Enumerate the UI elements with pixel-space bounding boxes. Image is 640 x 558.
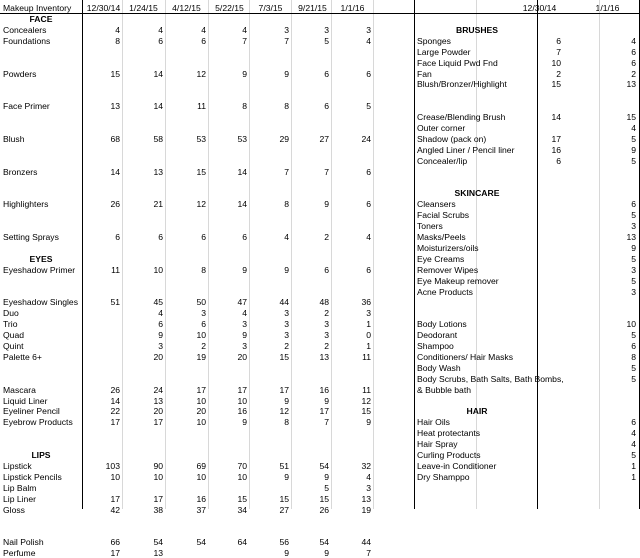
cell-value: 6 <box>115 232 120 242</box>
cell-value: 5 <box>324 36 329 46</box>
cell-value: 9 <box>284 472 289 482</box>
cell-value: 16 <box>319 385 329 395</box>
cell-value: 6 <box>631 199 636 209</box>
cell-value: 9 <box>324 548 329 558</box>
cell-value: 20 <box>153 352 163 362</box>
cell-value: 9 <box>324 199 329 209</box>
cell-value: 5 <box>631 330 636 340</box>
cell-value: 3 <box>284 330 289 340</box>
cell-value: 12 <box>196 199 206 209</box>
section-heading: FACE <box>29 14 53 24</box>
row-label: Large Powder <box>417 47 471 57</box>
row-label: Toners <box>417 221 443 231</box>
cell-value: 32 <box>361 461 371 471</box>
cell-value: 15 <box>551 79 561 89</box>
cell-value: 9 <box>242 265 247 275</box>
row-label: Liquid Liner <box>3 396 48 406</box>
row-label: Angled Liner / Pencil liner <box>417 145 515 155</box>
cell-value: 14 <box>153 69 163 79</box>
cell-value: 69 <box>196 461 206 471</box>
cell-value: 6 <box>366 199 371 209</box>
cell-value: 12 <box>279 406 289 416</box>
cell-value: 14 <box>237 199 247 209</box>
cell-value: 1 <box>631 461 636 471</box>
grid-line <box>599 0 600 509</box>
row-label: Powders <box>3 69 37 79</box>
cell-value: 13 <box>626 232 636 242</box>
cell-value: 15 <box>319 494 329 504</box>
cell-value: 10 <box>237 396 247 406</box>
row-label: Heat protectants <box>417 428 481 438</box>
cell-value: 7 <box>324 167 329 177</box>
cell-value: 3 <box>201 308 206 318</box>
header-date: 1/24/15 <box>129 3 158 13</box>
row-label: Gloss <box>3 505 25 515</box>
cell-value: 9 <box>284 396 289 406</box>
cell-value: 13 <box>153 396 163 406</box>
cell-value: 15 <box>196 167 206 177</box>
cell-value: 14 <box>551 112 561 122</box>
row-label: Eye Makeup remover <box>417 276 499 286</box>
header-date: 7/3/15 <box>258 3 283 13</box>
cell-value: 6 <box>631 47 636 57</box>
cell-value: 3 <box>366 25 371 35</box>
cell-value: 6 <box>366 265 371 275</box>
cell-value: 17 <box>319 406 329 416</box>
cell-value: 15 <box>237 494 247 504</box>
cell-value: 17 <box>110 494 120 504</box>
section-heading: LIPS <box>31 450 51 460</box>
cell-value: 3 <box>631 287 636 297</box>
cell-value: 1 <box>366 319 371 329</box>
cell-value: 2 <box>556 69 561 79</box>
column-border <box>82 0 83 509</box>
cell-value: 7 <box>284 167 289 177</box>
row-label: Body Lotions <box>417 319 467 329</box>
row-label: Body Scrubs, Bath Salts, Bath Bombs, <box>417 374 564 384</box>
cell-value: 42 <box>110 505 120 515</box>
row-label: Eye Creams <box>417 254 465 264</box>
cell-value: 11 <box>362 385 371 395</box>
cell-value: 9 <box>242 417 247 427</box>
row-label: Leave-in Conditioner <box>417 461 497 471</box>
section-heading: SKINCARE <box>454 188 500 198</box>
cell-value: 3 <box>158 341 163 351</box>
cell-value: 14 <box>110 167 120 177</box>
cell-value: 5 <box>631 363 636 373</box>
row-label: Moisturizers/oils <box>417 243 479 253</box>
cell-value: 10 <box>110 472 120 482</box>
cell-value: 3 <box>284 25 289 35</box>
grid-line <box>165 0 166 509</box>
cell-value: 16 <box>196 494 206 504</box>
cell-value: 29 <box>279 134 289 144</box>
row-label: Lip Liner <box>3 494 36 504</box>
cell-value: 7 <box>556 47 561 57</box>
cell-value: 2 <box>631 69 636 79</box>
cell-value: 47 <box>237 297 247 307</box>
cell-value: 8 <box>631 352 636 362</box>
cell-value: 4 <box>631 36 636 46</box>
cell-value: 1 <box>366 341 371 351</box>
cell-value: 24 <box>361 134 371 144</box>
cell-value: 5 <box>631 276 636 286</box>
cell-value: 6 <box>158 232 163 242</box>
cell-value: 13 <box>153 548 163 558</box>
cell-value: 7 <box>366 548 371 558</box>
header-date: 9/21/15 <box>298 3 327 13</box>
cell-value: 4 <box>242 25 247 35</box>
cell-value: 56 <box>279 537 289 547</box>
row-label: Mascara <box>3 385 36 395</box>
header-date: 12/30/14 <box>86 3 121 13</box>
cell-value: 6 <box>631 341 636 351</box>
cell-value: 19 <box>361 505 371 515</box>
cell-value: 10 <box>196 330 206 340</box>
cell-value: 8 <box>284 101 289 111</box>
section-heading: HAIR <box>466 406 488 416</box>
cell-value: 4 <box>115 25 120 35</box>
row-label: Trio <box>3 319 18 329</box>
cell-value: 8 <box>115 36 120 46</box>
column-border <box>414 0 415 509</box>
cell-value: 13 <box>361 494 371 504</box>
cell-value: 7 <box>284 36 289 46</box>
row-label: Perfume <box>3 548 36 558</box>
cell-value: 5 <box>631 374 636 384</box>
cell-value: 3 <box>324 330 329 340</box>
cell-value: 3 <box>631 221 636 231</box>
cell-value: 9 <box>324 472 329 482</box>
cell-value: 8 <box>242 101 247 111</box>
cell-value: 16 <box>551 145 561 155</box>
cell-value: 36 <box>361 297 371 307</box>
row-label: Concealer/lip <box>417 156 468 166</box>
row-label: Highlighters <box>3 199 49 209</box>
cell-value: 14 <box>237 167 247 177</box>
cell-value: 22 <box>110 406 120 416</box>
grid-line <box>291 0 292 509</box>
cell-value: 6 <box>201 36 206 46</box>
cell-value: 6 <box>631 58 636 68</box>
cell-value: 3 <box>366 483 371 493</box>
cell-value: 17 <box>110 417 120 427</box>
cell-value: 34 <box>237 505 247 515</box>
cell-value: 9 <box>242 69 247 79</box>
row-label: Dry Shamppo <box>417 472 470 482</box>
cell-value: 14 <box>110 396 120 406</box>
cell-value: 9 <box>324 396 329 406</box>
cell-value: 17 <box>153 494 163 504</box>
row-label: Shampoo <box>417 341 454 351</box>
cell-value: 11 <box>362 352 371 362</box>
row-label: Palette 6+ <box>3 352 42 362</box>
cell-value: 6 <box>324 69 329 79</box>
cell-value: 9 <box>284 69 289 79</box>
cell-value: 26 <box>110 385 120 395</box>
grid-line <box>331 0 332 509</box>
cell-value: 48 <box>319 297 329 307</box>
cell-value: 10 <box>196 417 206 427</box>
cell-value: 9 <box>631 243 636 253</box>
cell-value: 2 <box>324 341 329 351</box>
cell-value: 10 <box>153 265 163 275</box>
cell-value: 5 <box>366 101 371 111</box>
cell-value: 44 <box>279 297 289 307</box>
row-label: Conditioners/ Hair Masks <box>417 352 513 362</box>
row-label: Shadow (pack on) <box>417 134 487 144</box>
cell-value: 3 <box>324 25 329 35</box>
cell-value: 54 <box>319 537 329 547</box>
cell-value: 5 <box>631 134 636 144</box>
row-label: Outer corner <box>417 123 466 133</box>
cell-value: 14 <box>153 101 163 111</box>
row-label: Blush <box>3 134 25 144</box>
cell-value: 4 <box>158 308 163 318</box>
cell-value: 54 <box>196 537 206 547</box>
cell-value: 6 <box>158 319 163 329</box>
cell-value: 3 <box>242 319 247 329</box>
header-date: 1/1/16 <box>340 3 365 13</box>
grid-line <box>122 0 123 509</box>
cell-value: 38 <box>153 505 163 515</box>
cell-value: 17 <box>153 417 163 427</box>
cell-value: 17 <box>279 385 289 395</box>
grid-line <box>249 0 250 509</box>
row-label: Foundations <box>3 36 51 46</box>
cell-value: 3 <box>284 308 289 318</box>
cell-value: 6 <box>556 36 561 46</box>
cell-value: 3 <box>324 319 329 329</box>
cell-value: 6 <box>201 232 206 242</box>
cell-value: 2 <box>324 308 329 318</box>
cell-value: 9 <box>366 417 371 427</box>
row-label: Remover Wipes <box>417 265 479 275</box>
row-label: Face Liquid Pwd Fnd <box>417 58 498 68</box>
cell-value: 103 <box>105 461 120 471</box>
row-label: Quint <box>3 341 24 351</box>
cell-value: 6 <box>556 156 561 166</box>
cell-value: 4 <box>366 472 371 482</box>
row-label: Body Wash <box>417 363 461 373</box>
cell-value: 21 <box>153 199 163 209</box>
cell-value: 50 <box>196 297 206 307</box>
cell-value: 26 <box>110 199 120 209</box>
cell-value: 15 <box>626 112 636 122</box>
cell-value: 27 <box>319 134 329 144</box>
grid-line <box>208 0 209 509</box>
row-label: Hair Oils <box>417 417 450 427</box>
cell-value: 4 <box>631 439 636 449</box>
row-label: Facial Scrubs <box>417 210 470 220</box>
cell-value: 12 <box>361 396 371 406</box>
cell-value: 4 <box>631 428 636 438</box>
cell-value: 3 <box>284 319 289 329</box>
cell-value: 10 <box>551 58 561 68</box>
cell-value: 16 <box>237 406 247 416</box>
cell-value: 17 <box>196 385 206 395</box>
cell-value: 6 <box>366 167 371 177</box>
cell-value: 10 <box>196 472 206 482</box>
row-label: & Bubble bath <box>417 385 471 395</box>
cell-value: 3 <box>631 265 636 275</box>
row-label: Nail Polish <box>3 537 44 547</box>
row-label: Cleansers <box>417 199 456 209</box>
cell-value: 90 <box>153 461 163 471</box>
cell-value: 5 <box>631 254 636 264</box>
row-label: Quad <box>3 330 25 340</box>
section-heading: BRUSHES <box>455 25 499 35</box>
cell-value: 20 <box>153 406 163 416</box>
cell-value: 15 <box>279 494 289 504</box>
cell-value: 51 <box>279 461 289 471</box>
cell-value: 9 <box>284 548 289 558</box>
cell-value: 54 <box>319 461 329 471</box>
row-label: Acne Products <box>417 287 473 297</box>
row-label: Curling Products <box>417 450 481 460</box>
section-heading: EYES <box>29 254 53 264</box>
cell-value: 5 <box>631 156 636 166</box>
cell-value: 11 <box>111 265 120 275</box>
row-label: Lip Balm <box>3 483 37 493</box>
cell-value: 24 <box>153 385 163 395</box>
cell-value: 5 <box>324 483 329 493</box>
cell-value: 1 <box>631 472 636 482</box>
cell-value: 8 <box>201 265 206 275</box>
row-label: Eyebrow Products <box>3 417 73 427</box>
cell-value: 9 <box>242 330 247 340</box>
cell-value: 51 <box>110 297 120 307</box>
cell-value: 9 <box>158 330 163 340</box>
cell-value: 10 <box>196 396 206 406</box>
cell-value: 6 <box>631 417 636 427</box>
cell-value: 13 <box>319 352 329 362</box>
cell-value: 27 <box>279 505 289 515</box>
cell-value: 10 <box>153 472 163 482</box>
header-date: 1/1/16 <box>595 3 620 13</box>
cell-value: 53 <box>237 134 247 144</box>
cell-value: 70 <box>237 461 247 471</box>
row-label: Face Primer <box>3 101 50 111</box>
row-label: Duo <box>3 308 19 318</box>
cell-value: 15 <box>279 352 289 362</box>
cell-value: 13 <box>153 167 163 177</box>
cell-value: 10 <box>626 319 636 329</box>
cell-value: 4 <box>242 308 247 318</box>
cell-value: 13 <box>626 79 636 89</box>
cell-value: 54 <box>153 537 163 547</box>
cell-value: 58 <box>153 134 163 144</box>
row-label: Deodorant <box>417 330 458 340</box>
row-label: Crease/Blending Brush <box>417 112 506 122</box>
sheet-title: Makeup Inventory <box>3 3 72 13</box>
cell-value: 8 <box>284 199 289 209</box>
row-label: Blush/Bronzer/Highlight <box>417 79 507 89</box>
cell-value: 0 <box>366 330 371 340</box>
cell-value: 6 <box>324 265 329 275</box>
cell-value: 17 <box>110 548 120 558</box>
cell-value: 53 <box>196 134 206 144</box>
cell-value: 68 <box>110 134 120 144</box>
cell-value: 20 <box>237 352 247 362</box>
row-label: Concealers <box>3 25 47 35</box>
row-label: Fan <box>417 69 432 79</box>
cell-value: 17 <box>237 385 247 395</box>
cell-value: 15 <box>110 69 120 79</box>
cell-value: 3 <box>366 308 371 318</box>
row-label: Eyeliner Pencil <box>3 406 60 416</box>
header-border <box>0 13 640 14</box>
row-label: Sponges <box>417 36 451 46</box>
cell-value: 8 <box>284 417 289 427</box>
cell-value: 19 <box>196 352 206 362</box>
row-label: Eyeshadow Primer <box>3 265 76 275</box>
cell-value: 64 <box>237 537 247 547</box>
cell-value: 4 <box>631 123 636 133</box>
row-label: Lipstick <box>3 461 32 471</box>
cell-value: 6 <box>324 101 329 111</box>
header-date: 12/30/14 <box>522 3 557 13</box>
cell-value: 6 <box>158 36 163 46</box>
cell-value: 12 <box>196 69 206 79</box>
cell-value: 2 <box>284 341 289 351</box>
cell-value: 5 <box>631 450 636 460</box>
cell-value: 2 <box>201 341 206 351</box>
cell-value: 17 <box>551 134 561 144</box>
cell-value: 37 <box>196 505 206 515</box>
cell-value: 20 <box>196 406 206 416</box>
header-date: 4/12/15 <box>172 3 201 13</box>
cell-value: 9 <box>631 145 636 155</box>
cell-value: 6 <box>242 232 247 242</box>
cell-value: 4 <box>366 232 371 242</box>
cell-value: 5 <box>631 210 636 220</box>
cell-value: 4 <box>201 25 206 35</box>
row-label: Setting Sprays <box>3 232 59 242</box>
cell-value: 9 <box>284 265 289 275</box>
row-label: Masks/Peels <box>417 232 466 242</box>
cell-value: 26 <box>319 505 329 515</box>
grid-line <box>373 0 374 509</box>
cell-value: 10 <box>237 472 247 482</box>
row-label: Bronzers <box>3 167 38 177</box>
cell-value: 4 <box>366 36 371 46</box>
cell-value: 15 <box>361 406 371 416</box>
row-label: Hair Spray <box>417 439 458 449</box>
cell-value: 6 <box>366 69 371 79</box>
header-date: 5/22/15 <box>215 3 244 13</box>
cell-value: 7 <box>242 36 247 46</box>
cell-value: 45 <box>153 297 163 307</box>
cell-value: 6 <box>201 319 206 329</box>
cell-value: 3 <box>242 341 247 351</box>
cell-value: 11 <box>197 101 206 111</box>
cell-value: 4 <box>284 232 289 242</box>
cell-value: 13 <box>110 101 120 111</box>
cell-value: 4 <box>158 25 163 35</box>
cell-value: 2 <box>324 232 329 242</box>
cell-value: 44 <box>361 537 371 547</box>
cell-value: 66 <box>110 537 120 547</box>
cell-value: 7 <box>324 417 329 427</box>
row-label: Lipstick Pencils <box>3 472 62 482</box>
row-label: Eyeshadow Singles <box>3 297 79 307</box>
